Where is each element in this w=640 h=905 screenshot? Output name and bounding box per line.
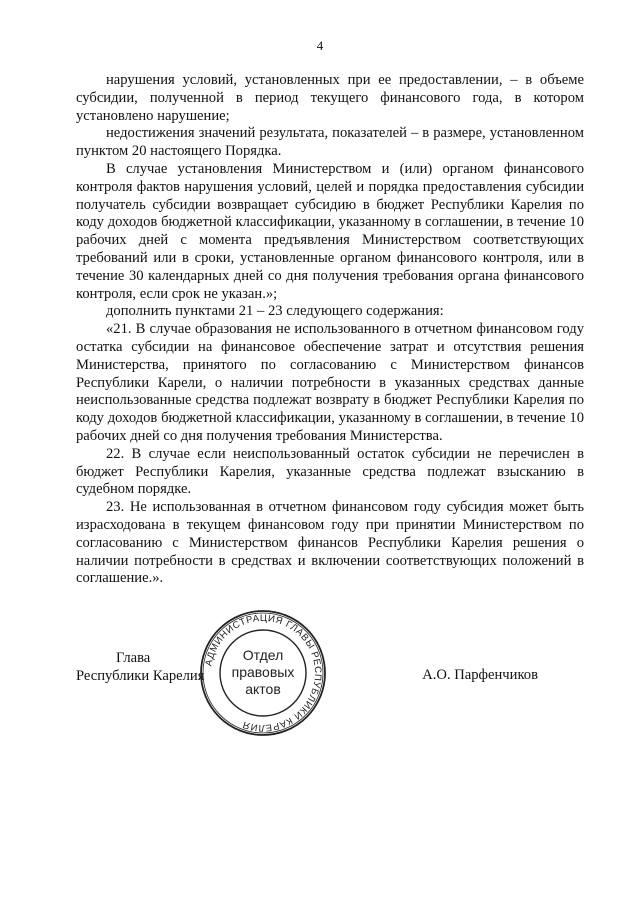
signatory-title-line: Глава xyxy=(116,650,151,666)
stamp-line: Отдел xyxy=(242,647,284,663)
paragraph: В случае установления Министерством и (или) органом финансового контроля фактов нарушения условий, целей и порядка предоставления субсидии получатель субсидии возвращает субсидию в бюджет Республики Карелия по коду доходов бюджетной классификации, указанному в соглашении, в течение 10 рабочих дней с момента предъявления Министерством соответствующих требований или в сроки, установленные органом финансового контроля, или в течение 30 календарных дней со дня получения требования органа финансового контроля, если срок не указан.»; xyxy=(76,160,584,302)
official-stamp xyxy=(198,608,328,738)
signatory-name: А.О. Парфенчиков xyxy=(422,667,538,683)
paragraph: нарушения условий, установленных при ее предоставлении, – в объеме субсидии, полученной в период текущего финансового года, в котором установлено нарушение; xyxy=(76,72,584,124)
page-number: 4 xyxy=(316,38,324,53)
paragraph: 23. Не использованная в отчетном финансовом году субсидия может быть израсходована в текущем финансовом году при принятии Министерством по согласованию с Министерством финансов Республики Карелия решения о наличии потребности в средствах и включении соответствующих положений в соглашение.». xyxy=(76,499,584,587)
document-body xyxy=(76,72,584,588)
stamp-graphic xyxy=(198,608,328,738)
paragraph: дополнить пунктами 21 – 23 следующего содержания: xyxy=(106,303,444,320)
stamp-ring-text: АДМИНИСТРАЦИЯ ГЛАВЫ РЕСПУБЛИКИ КАРЕЛИЯ xyxy=(203,612,324,734)
paragraph: недостижения значений результата, показателей – в размере, установленном пунктом 20 настоящего Порядка. xyxy=(76,125,584,160)
stamp-line: правовых xyxy=(231,664,295,680)
paragraph: 22. В случае если неиспользованный остаток субсидии не перечислен в бюджет Республики Карелия, указанные средства подлежат взысканию в судебном порядке. xyxy=(76,445,584,498)
stamp-line: актов xyxy=(245,681,281,697)
signatory-title-line: Республики Карелия xyxy=(76,667,205,684)
signatory-title xyxy=(76,650,204,686)
paragraph: «21. В случае образования не использованного в отчетном финансовом году остатка субсидии на финансовое обеспечение затрат и отсутствия решения Министерства, принятого по согласованию с Министерством финансов Республики Карели, о наличии потребности в указанных средствах данные неиспользованные средства подлежат возврату в бюджет Республики Карелия по коду доходов бюджетной классификации, указанному в соглашении, в течение 10 рабочих дней со дня получения требования Министерства. xyxy=(76,321,584,444)
